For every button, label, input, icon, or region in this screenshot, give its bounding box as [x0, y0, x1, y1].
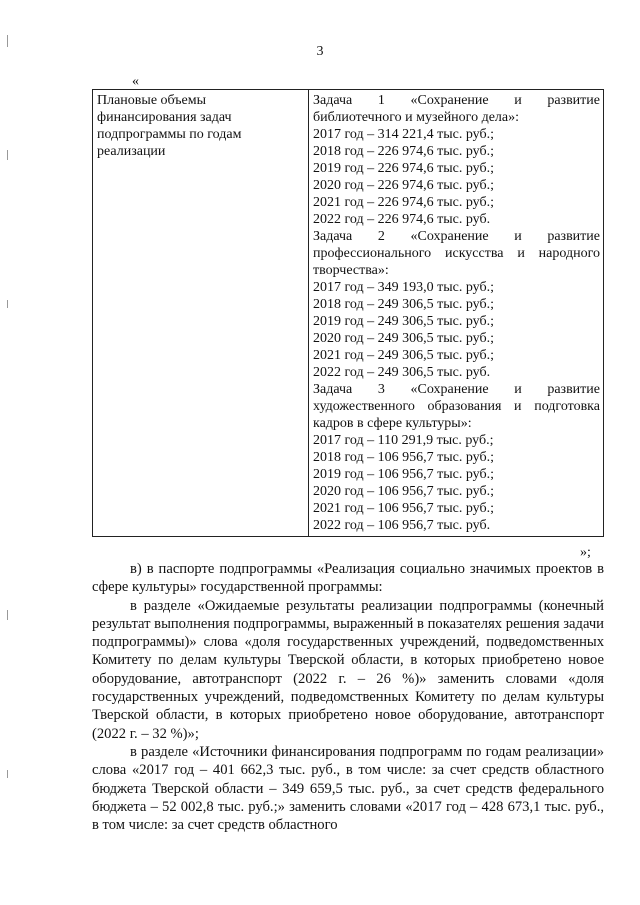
label-line: финансирования задач — [97, 110, 232, 125]
task-1-year-amount: 2017 год – 314 221,4 тыс. руб.; — [313, 127, 494, 142]
task-3-year-amount: 2018 год – 106 956,7 тыс. руб.; — [313, 450, 494, 465]
financing-label-cell — [93, 90, 309, 537]
task-3-heading: Задача 3 «Сохранение и развитие — [313, 382, 600, 397]
task-3-year-amount: 2020 год – 106 956,7 тыс. руб.; — [313, 484, 494, 499]
financing-table — [92, 89, 604, 537]
task-2-heading-cont: профессионального искусства и народного — [313, 246, 600, 261]
task-1-heading: Задача 1 «Сохранение и развитие — [313, 93, 600, 108]
paragraph: в разделе «Ожидаемые результаты реализации подпрограммы (конечный результат выполнения подпрограммы, выраженный в показателях решения задачи подпрограммы)» слова «доля государственных учреждений, подведомственных Комитету по делам культуры Тверской области, в которых приобретено новое оборудование, автотранспорт (2022 г. – 26 %)» заменить словами «доля государственных учреждений, подведомственных Комитету по делам культуры Тверской области, в которых приобретено новое оборудование, автотранспорт (2022 г. – 32 %)»; — [92, 597, 604, 742]
financing-values-cell — [309, 90, 604, 537]
task-2-heading: Задача 2 «Сохранение и развитие — [313, 229, 600, 244]
page-number: 3 — [316, 44, 324, 59]
task-3-year-amount: 2019 год – 106 956,7 тыс. руб.; — [313, 467, 494, 482]
paragraph: в разделе «Источники финансирования подпрограмм по годам реализации» слова «2017 год – 401 662,3 тыс. руб., в том числе: за счет средств областного бюджета Тверской области – 349 659,5 тыс. руб., за счет средств федерального бюджета – 52 002,8 тыс. руб.;» заменить словами «2017 год – 428 673,1 тыс. руб., в том числе: за счет средств областного — [92, 743, 604, 834]
label-line: реализации — [97, 144, 166, 159]
paragraph: в) в паспорте подпрограммы «Реализация социально значимых проектов в сфере культуры» государственной программы: — [92, 561, 604, 596]
task-2-year-amount: 2020 год – 249 306,5 тыс. руб.; — [313, 331, 494, 346]
financing-table-row — [93, 90, 604, 537]
task-3-year-amount: 2017 год – 110 291,9 тыс. руб.; — [313, 433, 494, 448]
task-2-year-amount: 2018 год – 249 306,5 тыс. руб.; — [313, 297, 494, 312]
closing-quote-mark: »; — [580, 545, 591, 560]
task-3-year-amount: 2021 год – 106 956,7 тыс. руб.; — [313, 501, 494, 516]
task-3-heading-cont: кадров в сфере культуры»: — [313, 416, 472, 431]
task-2-year-amount: 2019 год – 249 306,5 тыс. руб.; — [313, 314, 494, 329]
task-2-year-amount: 2017 год – 349 193,0 тыс. руб.; — [313, 280, 494, 295]
task-1-year-amount: 2021 год – 226 974,6 тыс. руб.; — [313, 195, 494, 210]
task-2-heading-cont: творчества»: — [313, 263, 389, 278]
task-1-year-amount: 2018 год – 226 974,6 тыс. руб.; — [313, 144, 494, 159]
task-2-year-amount: 2022 год – 249 306,5 тыс. руб. — [313, 365, 491, 380]
task-1-year-amount: 2019 год – 226 974,6 тыс. руб.; — [313, 161, 494, 176]
opening-quote-mark: « — [132, 74, 139, 89]
task-3-heading-cont: художественного образования и подготовка — [313, 399, 600, 414]
task-1-year-amount: 2022 год – 226 974,6 тыс. руб. — [313, 212, 491, 227]
body-text — [92, 560, 604, 834]
label-line: подпрограммы по годам — [97, 127, 242, 142]
label-line: Плановые объемы — [97, 93, 207, 108]
task-2-year-amount: 2021 год – 249 306,5 тыс. руб.; — [313, 348, 494, 363]
task-3-year-amount: 2022 год – 106 956,7 тыс. руб. — [313, 518, 491, 533]
task-1-heading-cont: библиотечного и музейного дела»: — [313, 110, 519, 125]
task-1-year-amount: 2020 год – 226 974,6 тыс. руб.; — [313, 178, 494, 193]
